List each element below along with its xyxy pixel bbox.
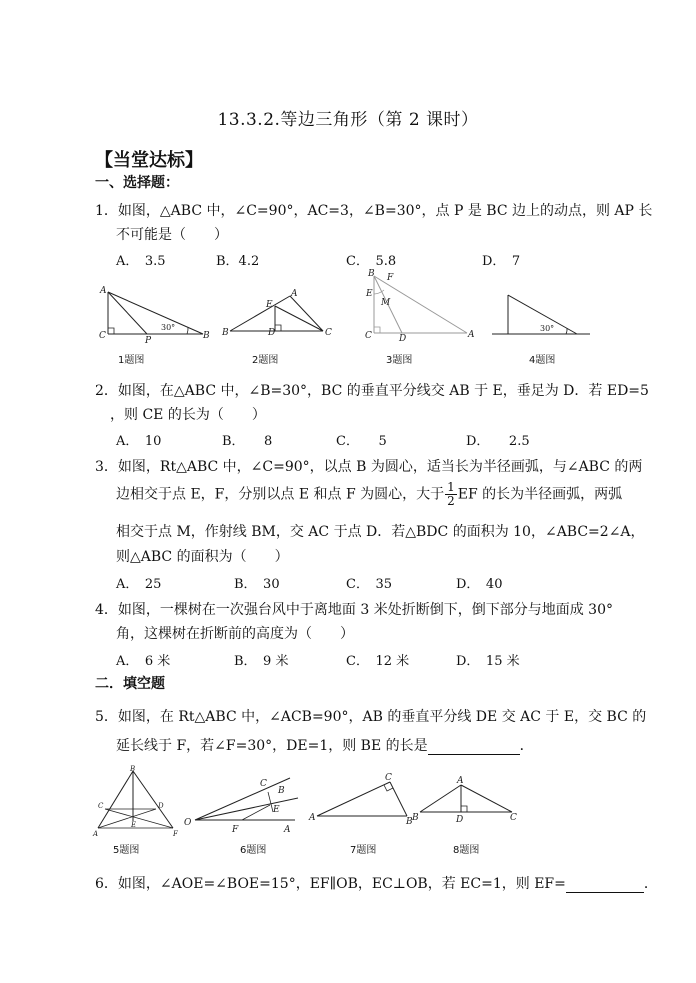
fig5-label-b: B	[130, 765, 136, 773]
page-title: 13.3.2.等边三角形（第 2 课时）	[217, 110, 479, 130]
q5-line1: 5．如图，在 Rt△ABC 中，∠ACB=90°，AB 的垂直平分线 DE 交 AC 于 E，交 BC 的	[95, 709, 647, 725]
figure-5	[93, 766, 183, 838]
fig1-label-c: C	[99, 331, 106, 341]
q3-option-a: A． 25	[116, 577, 162, 592]
fig1-angle-label: 30°	[161, 323, 176, 332]
fig3-label-b: B	[368, 269, 375, 279]
q3-line3: 相交于点 M，作射线 BM，交 AC 于点 D．若△BDC 的面积为 10，∠ABC=2∠A，	[116, 524, 645, 540]
q6-answer-blank[interactable]	[566, 878, 644, 893]
fig3-label-e: E	[366, 289, 373, 299]
q2-option-d: D． 2.5	[466, 434, 530, 449]
fig8-label-a: A	[457, 776, 464, 786]
q2-option-b: B． 8	[222, 434, 273, 449]
q2-option-c: C． 5	[336, 434, 387, 449]
fig8-caption: 8题图	[453, 845, 480, 856]
fig7-label-a: A	[309, 813, 316, 823]
fig1-caption: 1题图	[118, 355, 145, 366]
fig8-label-d: D	[456, 815, 464, 825]
q3-option-c: C． 35	[346, 577, 392, 592]
fig2-label-c: C	[325, 328, 332, 338]
q3-fraction-denominator: 2	[447, 494, 455, 508]
fig8-label-c: C	[510, 813, 517, 823]
part-heading-fill: 二．填空题	[95, 676, 165, 692]
fig2-label-e2: E	[266, 300, 273, 310]
fig3-label-c: C	[365, 331, 372, 341]
q5-answer-blank[interactable]	[428, 740, 520, 755]
q5-line2-text: 延长线于 F，若∠F=30°，DE=1，则 BE 的长是	[116, 738, 428, 754]
fig6-label-e: E	[273, 805, 280, 815]
figure-2	[222, 288, 335, 338]
q3-option-d: D． 40	[456, 577, 503, 592]
q4-option-d: D． 15 米	[456, 654, 520, 669]
part-heading-choice: 一、选择题：	[95, 175, 179, 191]
fig4-angle-label: 30°	[540, 324, 555, 333]
fig3-caption: 3题图	[386, 355, 413, 366]
q3-fraction-numerator: 1	[447, 480, 455, 494]
q2-line2: ，则 CE 的长为（ ）	[110, 407, 266, 423]
fig8-label-b: B	[412, 813, 419, 823]
q1-option-b: B．4.2	[216, 254, 260, 269]
fig3-label-d: D	[399, 334, 407, 344]
q6-line1-text: 6．如图，∠AOE=∠BOE=15°，EF∥OB，EC⊥OB，若 EC=1，则 EF=	[95, 876, 566, 892]
fig2-label-d: D	[268, 328, 276, 338]
q1-option-a: A． 3.5	[116, 254, 166, 269]
fig2-label-a: A	[291, 289, 298, 299]
fig2-label-b: B	[222, 328, 229, 338]
q5-line2-end: ．	[519, 738, 534, 754]
fig6-label-f: F	[232, 825, 239, 835]
figure-4	[492, 290, 597, 340]
figure-8	[412, 774, 517, 824]
q4-line2: 角，这棵树在折断前的高度为（ ）	[116, 626, 354, 642]
figure-7	[309, 772, 417, 827]
fig5-caption: 5题图	[113, 845, 140, 856]
fig1-label-a: A	[100, 286, 107, 296]
figure-1	[95, 284, 215, 344]
q3-line2	[116, 481, 622, 508]
figure-3	[362, 268, 477, 343]
q6-line1-end: ．	[643, 876, 658, 892]
fig6-label-a: A	[284, 825, 291, 835]
fig7-caption: 7题图	[350, 845, 377, 856]
fig5-label-d: D	[158, 802, 164, 810]
fig6-label-o: O	[184, 818, 192, 828]
q1-option-d: D． 7	[482, 254, 521, 269]
fig5-label-f: F	[173, 830, 178, 838]
q2-option-a: A． 10	[116, 434, 162, 449]
fig4-caption: 4题图	[529, 355, 556, 366]
fig6-label-c: C	[260, 779, 267, 789]
q3-line2-start: 边相交于点 E，F，分别以点 E 和点 F 为圆心，大于	[116, 486, 445, 503]
fig3-label-a: A	[468, 330, 475, 340]
section-heading: 【当堂达标】	[95, 150, 203, 171]
figure-6	[180, 772, 300, 834]
q4-option-c: C． 12 米	[346, 654, 410, 669]
q4-option-b: B． 9 米	[234, 654, 289, 669]
fig1-label-p: P	[145, 336, 152, 346]
fig3-label-f: F	[387, 273, 394, 283]
q3-line4: 则△ABC 的面积为（ ）	[116, 549, 289, 565]
fig7-label-b: B	[406, 817, 413, 827]
q2-line1: 2．如图，在△ABC 中，∠B=30°，BC 的垂直平分线交 AB 于 E，垂足为 D．若 ED=5	[95, 383, 649, 399]
q3-line2-end: EF 的长为半径画弧，两弧	[457, 486, 623, 503]
q1-line1: 1．如图，△ABC 中，∠C=90°，AC=3，∠B=30°，点 P 是 BC 边上的动点，则 AP 长	[95, 203, 653, 219]
q5-line2	[116, 735, 534, 755]
fig2-caption: 2题图	[252, 355, 279, 366]
fig1-label-b: B	[203, 331, 210, 341]
q3-line1: 3．如图，Rt△ABC 中，∠C=90°，以点 B 为圆心，适当长为半径画弧，与∠ABC 的两	[95, 459, 643, 475]
q4-option-a: A． 6 米	[116, 654, 171, 669]
fig6-label-b: B	[278, 786, 285, 796]
q1-line2: 不可能是（ ）	[116, 227, 228, 243]
q4-line1: 4．如图，一棵树在一次强台风中于离地面 3 米处折断倒下，倒下部分与地面成 30°	[95, 602, 613, 618]
q3-fraction	[445, 481, 457, 508]
fig3-label-m: M	[381, 298, 391, 308]
fig5-label-e: E	[131, 821, 137, 829]
q3-option-b: B． 30	[234, 577, 280, 592]
fig7-label-c: C	[385, 773, 392, 783]
fig5-label-a: A	[93, 830, 99, 838]
fig5-label-c: C	[98, 802, 104, 810]
q1-option-c: C． 5.8	[346, 254, 397, 269]
fig6-caption: 6题图	[240, 845, 267, 856]
q6-line1	[95, 873, 658, 893]
